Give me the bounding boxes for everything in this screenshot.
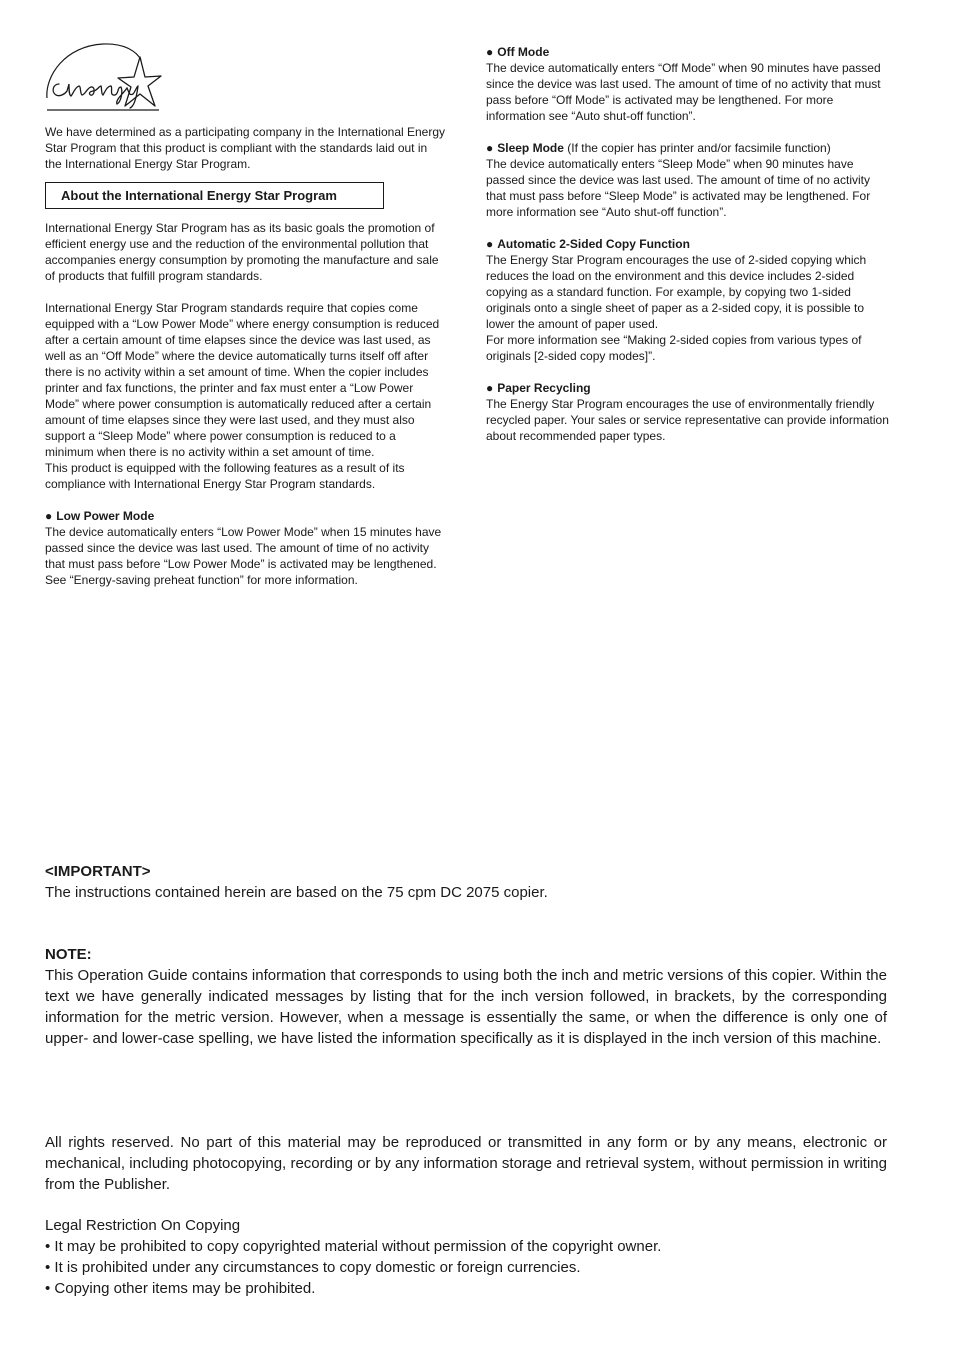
important-section [45,861,887,903]
duplex-heading-text: Automatic 2-Sided Copy Function [497,237,690,251]
compliance-paragraph: This product is equipped with the following features as a result of its compliance with International Energy Star Program standards. [45,461,405,491]
legal-section [45,1215,887,1299]
sleep-mode-heading-text: Sleep Mode [497,141,564,155]
bullet-icon: ● [486,381,494,395]
sleep-mode-note: (If the copier has printer and/or facsimile function) [563,141,831,155]
program-heading-box: About the International Energy Star Program [45,182,384,209]
bullet-icon: ● [486,237,494,251]
bullet-icon: ● [45,509,53,523]
note-body: This Operation Guide contains information that corresponds to using both the inch and metric versions of this copier. Within the text we have generally indicated messages by listing that for the inch version followed, in brackets, by the corresponding information for the metric version. However, when a message is essentially the same, or when the difference is only one of upper- and lower-case spelling, we have listed the information specifically as it is displayed in the inch version of this machine. [45,967,887,1047]
legal-item: • It is prohibited under any circumstances to copy domestic or foreign currencies. [45,1259,581,1276]
right-column [486,44,891,444]
bullet-icon: ● [486,45,494,59]
energy-star-logo-icon [45,40,163,112]
legal-item: • Copying other items may be prohibited. [45,1280,316,1297]
off-mode-heading-text: Off Mode [497,45,550,59]
recycling-body: The Energy Star Program encourages the use of environmentally friendly recycled paper. Your sales or service representative can provide information about recommended paper types. [486,397,889,443]
important-body: The instructions contained herein are based on the 75 cpm DC 2075 copier. [45,884,548,901]
legal-heading: Legal Restriction On Copying [45,1217,241,1234]
intro-paragraph: We have determined as a participating company in the International Energy Star Program that this product is compliant with the standards laid out in the International Energy Star Program. [45,125,446,171]
low-power-body: The device automatically enters “Low Power Mode” when 15 minutes have passed since the device was last used. The amount of time of no activity that must pass before “Low Power Mode” is activated may be lengthened. See “Energy-saving preheat function” for more information. [45,525,442,587]
duplex-heading [486,236,891,252]
recycling-heading-text: Paper Recycling [497,381,591,395]
important-heading: <IMPORTANT> [45,863,151,880]
bullet-icon: ● [486,141,494,155]
low-power-heading-text: Low Power Mode [56,509,155,523]
sleep-mode-body: The device automatically enters “Sleep Mode” when 90 minutes have passed since the device was last used. The amount of time of no activity that must pass before “Sleep Mode” is activated may be lengthened. For more information see “Auto shut-off function”. [486,157,871,219]
program-standards-paragraph: International Energy Star Program standards require that copies come equipped with a “Low Power Mode” where energy consumption is reduced after a certain amount of time elapses since the device was last used, as well as an “Off Mode” where the device automatically turns itself off after there is no activity within a set amount of time. When the copier includes printer and fax functions, the printer and fax must enter a “Low Power Mode” where power consumption is automatically reduced after a certain amount of time elapses since they were last used, and they must also support a “Sleep Mode” where power consumption is reduced to a minimum when there is no activity within a set amount of time. [45,301,440,459]
recycling-heading [486,380,891,396]
duplex-body: The Energy Star Program encourages the use of 2-sided copying which reduces the load on the environment and this device includes 2-sided copying as a standard function. For example, by copying two 1-sided originals onto a single sheet of paper as a 2-sided copy, it is possible to lower the amount of paper used. For more information see “Making 2-sided copies from various types of originals [2-sided copy modes]”. [486,253,867,363]
rights-paragraph: All rights reserved. No part of this material may be reproduced or transmitted in any form or by any means, electronic or mechanical, including photocopying, recording or by any information storage and retrieval system, without permission in writing from the Publisher. [45,1134,887,1193]
left-column [45,40,445,588]
sleep-mode-heading [486,140,891,156]
legal-item: • It may be prohibited to copy copyrighted material without permission of the copyright owner. [45,1238,662,1255]
note-heading: NOTE: [45,946,92,963]
note-section [45,944,887,1049]
off-mode-body: The device automatically enters “Off Mode” when 90 minutes have passed since the device was last used. The amount of time of no activity that must pass before “Off Mode” is activated may be lengthened. For more information see “Auto shut-off function”. [486,61,881,123]
program-goals-paragraph: International Energy Star Program has as its basic goals the promotion of efficient energy use and the reduction of the environmental pollution that accompanies energy consumption by promoting the manufacture and sale of products that fulfill program standards. [45,221,439,283]
low-power-heading [45,508,445,524]
off-mode-heading [486,44,891,60]
